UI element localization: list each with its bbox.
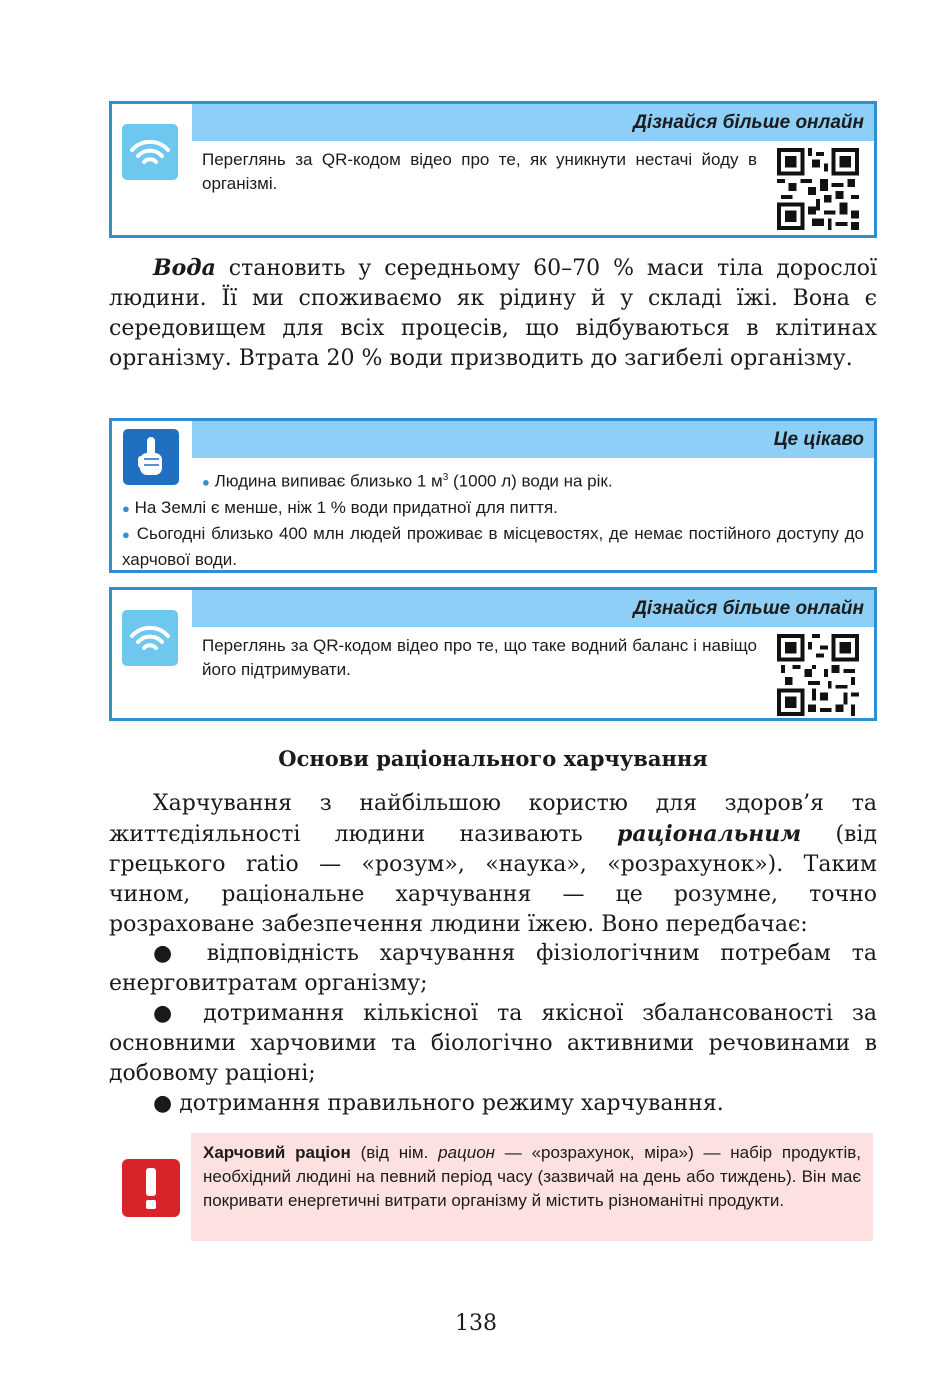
water-term: Вода — [153, 255, 216, 281]
list-item: ● дотримання правильного режиму харчування. — [153, 1091, 724, 1116]
definition-box: Харчовий раціон (від нім. рацион — «розрахунок, міра») — набір продуктів, необхідний людині на певний період часу (зазвичай на день або тиждень). Він має покривати енергетичні витрати організму й містить різноманітні продукти. — [191, 1133, 873, 1241]
water-paragraph — [109, 253, 877, 374]
interest-item: ● На Землі є менше, ніж 1 % води придатної для пиття. — [122, 497, 558, 517]
interesting-facts-box — [109, 418, 877, 573]
list-item: ● відповідність харчування фізіологічним потребам та енерговитратам організму; — [109, 941, 877, 996]
interest-list — [122, 465, 864, 572]
wifi-icon — [122, 610, 178, 666]
online-box-header: Дізнайся більше онлайн — [192, 590, 874, 627]
wifi-icon — [122, 124, 178, 180]
online-box-text: Переглянь за QR-кодом відео про те, як уникнути нестачі йоду в організмі. — [202, 150, 757, 193]
qr-code-icon[interactable] — [777, 148, 859, 230]
rational-term: раціональним — [617, 821, 802, 847]
online-info-box-2 — [109, 587, 877, 721]
section-heading: Основи раціонального харчування — [278, 746, 708, 771]
online-box-text: Переглянь за QR-кодом відео про те, що таке водний баланс і навіщо його підтримувати. — [202, 636, 757, 679]
interest-item: ● Сьогодні близько 400 млн людей проживає в місцевостях, де немає постійного доступу до харчової води. — [122, 523, 864, 569]
page-number: 138 — [455, 1311, 497, 1336]
qr-code-icon[interactable] — [777, 634, 859, 716]
interest-box-header: Це цікаво — [192, 421, 874, 458]
online-info-box-1 — [109, 101, 877, 238]
interest-item: ● Людина випиває близько 1 $м^3$ (1000 л) води на рік. — [202, 471, 613, 491]
list-item: ● дотримання кількісної та якісної збалансованості за основними харчовими та біологічно активними речовинами в добовому раціоні; — [109, 1001, 877, 1086]
definition-term: Харчовий раціон — [203, 1143, 351, 1162]
online-box-header: Дізнайся більше онлайн — [192, 104, 874, 141]
water-text: становить у середньому 60–70 % маси тіла дорослої людини. Її ми споживаємо як рідину й у складі їжі. Вона є середовищем для всіх процесів, що відбуваються в клітинах організму. Втрата 20 % води призводить до загибелі організму. — [109, 256, 877, 371]
nutrition-paragraph: Харчування з найбільшою користю для здоров’я та життєдіяльності людини називають раціональним (від грецького ratio — «розум», «наука», «розрахунок»). Таким чином, раціональне харчування — це розумне, точно розраховане забезпечення людини їжею. Воно передбачає: — [109, 791, 877, 937]
warning-icon — [122, 1159, 180, 1217]
